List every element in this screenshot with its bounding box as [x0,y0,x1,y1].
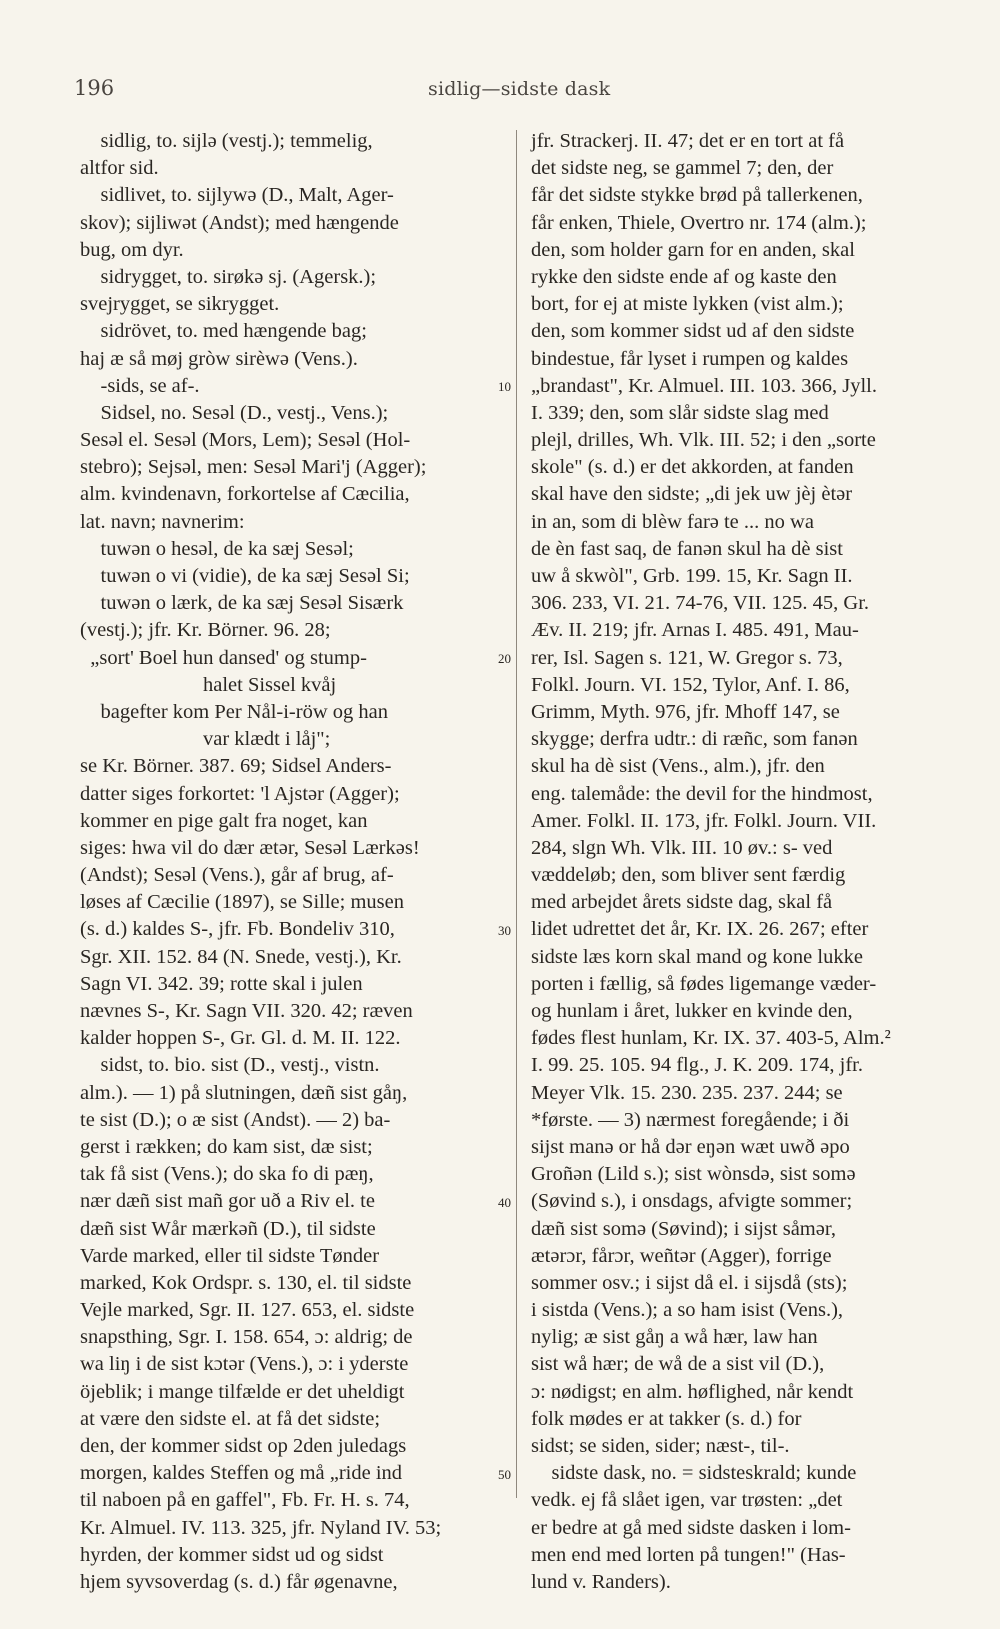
text-line: se Kr. Börner. 387. 69; Sidsel Anders- [80,755,392,778]
text-line: og hunlam i året, lukker en kvinde den, [531,1000,853,1022]
text-line: eng. talemåde: the devil for the hindmost, [531,782,873,805]
text-line: porten i fællig, så fødes ligemange væder- [531,972,877,995]
text-line: dæñ sist somə (Søvind); i sijst såmər, [531,1217,836,1240]
text-line: fødes flest hunlam, Kr. IX. 37. 403-5, Alm.² [531,1027,891,1050]
text-line: „sort' Boel hun dansed' og stump- [80,646,367,669]
text-line: bort, for ej at miste lykken (vist alm.); [531,293,844,316]
text-line: öjeblik; i mange tilfælde er det uheldigt [80,1380,405,1403]
text-line: uw å skwòl", Grb. 199. 15, Kr. Sagn II. [531,565,853,587]
text-line: jfr. Strackerj. II. 47; det er en tort at få [531,130,845,152]
text-line: Vejle marked, Sgr. II. 127. 653, el. sidste [80,1299,415,1322]
text-line: tuwən o vi (vidie), de ka sæj Sesəl Si; [80,565,410,587]
text-line: (vestj.); jfr. Kr. Börner. 96. 28; [80,619,331,642]
text-line: til naboen på en gaffel", Fb. Fr. H. s. 74, [80,1489,410,1512]
text-line: sidst, to. bio. sist (D., vestj., vistn. [80,1054,380,1077]
text-line: væddeløb; den, som bliver sent færdig [531,864,846,887]
text-line: i sistda (Vens.); a so ham isist (Vens.), [531,1299,844,1322]
text-line: skygge; derfra udtr.: di ræñc, som fanən [531,728,858,751]
text-line: den, som kommer sidst ud af den sidste [531,320,855,343]
text-line: lidet udrettet det år, Kr. IX. 26. 267; efter [531,918,869,941]
text-line: at være den sidste el. at få det sidste; [80,1407,381,1430]
text-line: vedk. ej få slået igen, var trøsten: „det [531,1489,843,1512]
text-line: altfor sid. [80,157,159,180]
left-column [80,128,502,1596]
text-line: rykke den sidste ende af og kaste den [531,265,837,288]
text-line: hyrden, der kommer sidst ud og sidst [80,1543,384,1566]
text-line: Varde marked, eller til sidste Tønder [80,1244,380,1267]
text-line: sijst manə or hå dər eŋən wæt uwð əpo [531,1135,850,1158]
text-line: skul ha dè sist (Vens., alm.), jfr. den [531,755,825,778]
text-line: I. 339; den, som slår sidste slag med [531,401,829,424]
text-line: skov); sijliwət (Andst); med hængende [80,211,399,234]
text-line: Meyer Vlk. 15. 230. 235. 237. 244; se [531,1081,843,1104]
text-line: gerst i rækken; do kam sist, dæ sist; [80,1135,373,1158]
line-number: 10 [498,378,511,394]
text-line: bindestue, får lyset i rumpen og kaldes [531,347,849,370]
text-line: tuwən o lærk, de ka sæj Sesəl Sisærk [80,592,404,615]
text-line: bagefter kom Per Nål-i-röw og han [80,700,388,723]
text-line: sidst; se siden, sider; næst-, til-. [531,1435,790,1457]
text-line: *første. — 3) nærmest foregående; i ði [531,1108,850,1131]
text-line: (Andst); Sesəl (Vens.), går af brug, af- [80,864,394,887]
text-line: dæñ sist Wår mærkəñ (D.), til sidste [80,1217,376,1240]
text-line: sommer osv.; i sijst då el. i sijsdå (sts); [531,1271,848,1294]
text-line: Groñən (Lild s.); sist wònsdə, sist somə [531,1163,856,1186]
running-head: sidlig—sidste dask [428,78,611,100]
text-line: sidlig, to. sijlə (vestj.); temmelig, [80,130,373,152]
text-line: morgen, kaldes Steffen og må „ride ind [80,1462,403,1485]
text-line: 306. 233, VI. 21. 74-76, VII. 125. 45, Gr. [531,592,870,615]
text-line: det sidste neg, se gammel 7; den, der [531,157,834,180]
text-line: alm.). — 1) på slutningen, dæñ sist gåŋ, [80,1081,408,1104]
text-line: nævnes S-, Kr. Sagn VII. 320. 42; ræven [80,1000,413,1022]
text-line: 284, slgn Wh. Vlk. III. 10 øv.: s- ved [531,836,833,859]
text-line: Sagn VI. 342. 39; rotte skal i julen [80,972,363,995]
text-line: datter siges forkortet: 'l Ajstər (Agger); [80,782,400,805]
text-line: skole" (s. d.) er det akkorden, at fanden [531,456,854,479]
text-line: in an, som di blèw farə te ... no wa [531,510,814,533]
text-line: (s. d.) kaldes S-, jfr. Fb. Bondeliv 310, [80,918,395,941]
text-line: snapsthing, Sgr. I. 158. 654, ɔ: aldrig; de [80,1326,413,1349]
text-line: „brandast", Kr. Almuel. III. 103. 366, Jyll. [531,374,877,397]
text-line: skal have den sidste; „di jek uw jèj ètər [531,483,853,506]
text-line: lund v. Randers). [531,1570,671,1593]
text-line: ætərɔr, fårɔr, weñtər (Agger), forrige [531,1244,832,1267]
text-line: rer, Isl. Sagen s. 121, W. Gregor s. 73, [531,646,843,669]
text-line: Sesəl el. Sesəl (Mors, Lem); Sesəl (Hol- [80,429,411,452]
text-line: Sgr. XII. 152. 84 (N. Snede, vestj.), Kr. [80,945,402,968]
text-line: sidrygget, to. sirøkə sj. (Agersk.); [80,265,377,288]
line-number: 30 [498,922,511,938]
text-line: er bedre at gå med sidste dasken i lom- [531,1516,851,1539]
text-line: sist wå hær; de wå de a sist vil (D.), [531,1353,825,1376]
text-line: får det sidste stykke brød på tallerkenen, [531,184,863,207]
text-line: Folkl. Journ. VI. 152, Tylor, Anf. I. 86, [531,673,850,696]
text-line: sidste dask, no. = sidsteskrald; kunde [531,1462,857,1485]
text-line: haj æ så møj gròw sirèwə (Vens.). [80,347,358,370]
text-line: kalder hoppen S-, Gr. Gl. d. M. II. 122. [80,1027,401,1050]
text-line: folk mødes er at takker (s. d.) for [531,1407,802,1430]
text-line: -sids, se af-. [80,374,200,397]
text-line: bug, om dyr. [80,238,184,261]
text-line: (Søvind s.), i onsdags, afvigte sommer; [531,1190,853,1213]
text-line: var klædt i låj"; [80,728,331,751]
text-line: nylig; æ sist gåŋ a wå hær, law han [531,1326,818,1349]
text-line: kommer en pige galt fra noget, kan [80,809,368,832]
text-line: lat. navn; navnerim: [80,510,245,533]
text-line: de èn fast saq, de fanən skul ha dè sist [531,537,843,560]
text-line: siges: hwa vil do dær ætər, Sesəl Lærkəs! [80,836,420,859]
text-line: sidste læs korn skal mand og kone lukke [531,945,863,968]
line-number: 20 [498,650,511,666]
text-line: ɔ: nødigst; en alm. høflighed, når kendt [531,1380,854,1403]
text-line: får enken, Thiele, Overtro nr. 174 (alm.); [531,211,867,234]
text-line: men end med lorten på tungen!" (Has- [531,1543,846,1566]
right-column [531,128,963,1596]
text-line: den, som holder garn for en anden, skal [531,238,855,261]
text-line: Æv. II. 219; jfr. Arnas I. 485. 491, Mau- [531,619,859,642]
text-line: Kr. Almuel. IV. 113. 325, jfr. Nyland IV. 53; [80,1516,442,1539]
text-line: Amer. Folkl. II. 173, jfr. Folkl. Journ. VII. [531,809,877,832]
line-number: 40 [498,1194,511,1210]
line-number: 50 [498,1466,511,1482]
page-number: 196 [74,76,115,100]
text-line: tuwən o hesəl, de ka sæj Sesəl; [80,537,354,560]
column-divider [516,130,517,1498]
text-line: plejl, drilles, Wh. Vlk. III. 52; i den „sorte [531,429,876,452]
text-line: hjem syvsoverdag (s. d.) får øgenavne, [80,1570,398,1593]
text-line: te sist (D.); o æ sist (Andst). — 2) ba- [80,1108,391,1131]
text-line: den, der kommer sidst op 2den juledags [80,1435,407,1457]
text-line: sidrövet, to. med hængende bag; [80,320,367,343]
text-line: I. 99. 25. 105. 94 flg., J. K. 209. 174, jfr. [531,1054,863,1077]
text-line: løses af Cæcilie (1897), se Sille; musen [80,891,404,914]
text-line: sidlivet, to. sijlywə (D., Malt, Ager- [80,184,394,207]
text-line: marked, Kok Ordspr. s. 130, el. til sidste [80,1271,412,1294]
text-line: Grimm, Myth. 976, jfr. Mhoff 147, se [531,700,840,723]
text-line: Sidsel, no. Sesəl (D., vestj., Vens.); [80,401,389,424]
text-line: nær dæñ sist mañ gor uð a Riv el. te [80,1190,375,1213]
text-line: tak få sist (Vens.); do ska fo di pæŋ, [80,1163,374,1186]
text-line: alm. kvindenavn, forkortelse af Cæcilia, [80,483,410,506]
text-line: svejrygget, se sikrygget. [80,293,280,316]
text-line: med arbejdet årets sidste dag, skal få [531,891,833,914]
text-line: halet Sissel kvåj [80,673,337,696]
text-line: wa liŋ i de sist kɔtər (Vens.), ɔ: i yderste [80,1353,409,1376]
text-line: stebro); Sejsəl, men: Sesəl Mari'j (Agger); [80,456,427,479]
